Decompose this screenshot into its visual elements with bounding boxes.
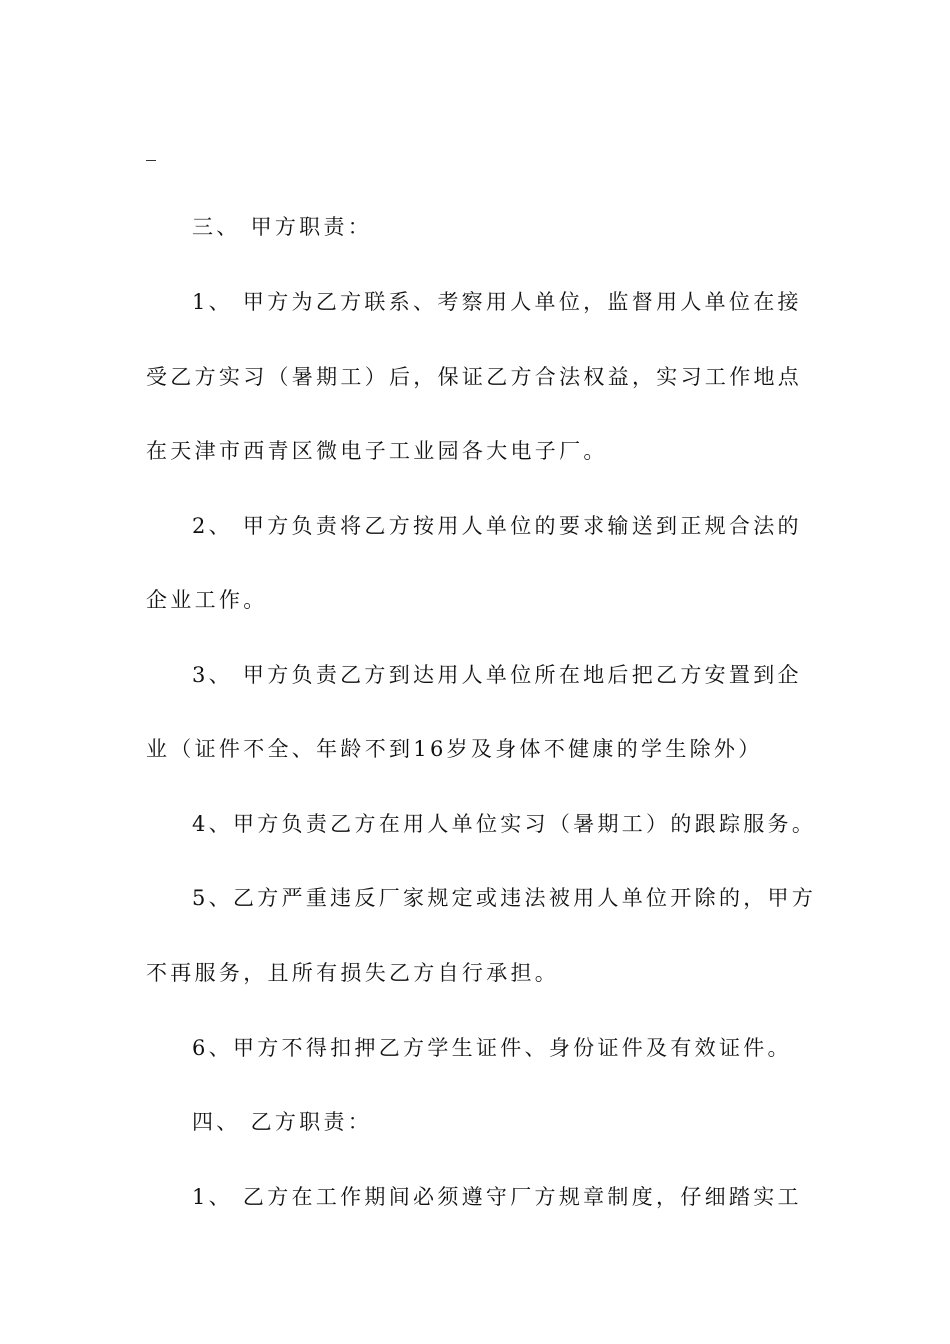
paragraph-line: 在天津市西青区微电子工业园各大电子厂。 [146,439,608,463]
section-heading-party-a: 三、 甲方职责： [192,215,373,239]
paragraph-line: 3、 甲方负责乙方到达用人单位所在地后把乙方安置到企 [192,663,802,687]
paragraph-line: 1、 乙方在工作期间必须遵守厂方规章制度，仔细踏实工 [192,1185,802,1209]
paragraph-line: 5、乙方严重违反厂家规定或违法被用人单位开除的，甲方 [192,886,817,910]
paragraph-line: 2、 甲方负责将乙方按用人单位的要求输送到正规合法的 [192,514,802,538]
paragraph-line: 企业工作。 [146,588,268,612]
paragraph-line: 业（证件不全、年龄不到16岁及身体不健康的学生除外） [146,737,763,761]
page-mark-dash [146,160,156,161]
section-heading-party-b: 四、 乙方职责： [192,1110,373,1134]
paragraph-line: 不再服务，且所有损失乙方自行承担。 [146,961,560,985]
paragraph-line: 1、 甲方为乙方联系、考察用人单位，监督用人单位在接 [192,290,802,314]
paragraph-line: 6、甲方不得扣押乙方学生证件、身份证件及有效证件。 [192,1036,792,1060]
paragraph-line: 受乙方实习（暑期工）后，保证乙方合法权益，实习工作地点 [146,365,803,389]
paragraph-line: 4、甲方负责乙方在用人单位实习（暑期工）的跟踪服务。 [192,812,817,836]
